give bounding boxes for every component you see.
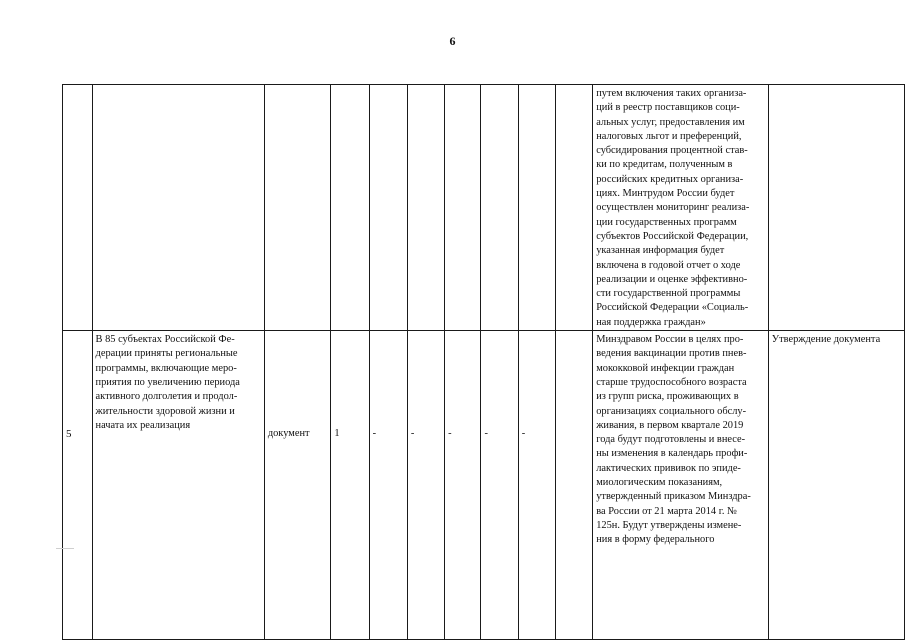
measures-text: Минздравом России в целях про- ведения вакцинации против пнев- мококковой инфекции граждан старше трудоспособного возраста из групп риска, проживающих в организациях социального обслу- живания, в первом квартале 2019 года будут подготовлены и внесе- ны изменения в календарь профи- лактических прививок по эпиде- миологическим показаниям, утвержденный приказом Минздра- ва России от 21 марта 2014 г. № 125н. Будут утверждены измене- ния в форму федерального — [596, 334, 751, 546]
cell-number — [63, 85, 93, 331]
cell-year-4 — [481, 85, 518, 331]
cell-year-5 — [518, 85, 555, 331]
cell-year-1 — [369, 85, 407, 331]
cell-control: Утверждение документа — [768, 331, 904, 640]
cell-type: документ — [264, 331, 331, 640]
cell-type — [264, 85, 331, 331]
cell-year-6 — [556, 331, 593, 640]
cell-year-5: - — [518, 331, 555, 640]
cell-year-3 — [445, 85, 481, 331]
cell-control — [768, 85, 904, 331]
document-table — [62, 84, 905, 640]
scan-mark — [56, 548, 74, 549]
cell-measures — [593, 331, 769, 640]
cell-year-2 — [407, 85, 444, 331]
cell-year-3: - — [445, 331, 481, 640]
result-text: В 85 субъектах Российской Фе- дерации приняты региональные программы, включающие меро- приятия по увеличению периода активного долголетия и продол- жительности здоровой жизни и начата их реализация — [95, 334, 240, 431]
measures-text: путем включения таких организа- ций в реестр поставщиков соци- альных услуг, предоставления им налоговых льгот и преференций, субсидирования процентной став- ки по кредитам, полученным в российских кредитных организа- циях. Минтрудом России будет осуществлен мониторинг реализа- ции государственных программ субъектов Российской Федерации, указанная информация будет включена в годовой отчет о ходе реализации и оценке эффективно- сти государственной программы Российской Федерации «Социаль- ная поддержка граждан» — [596, 88, 750, 328]
cell-base — [331, 85, 369, 331]
table-row-5 — [63, 331, 905, 640]
cell-result — [92, 85, 264, 331]
cell-year-4: - — [481, 331, 518, 640]
cell-year-6 — [556, 85, 593, 331]
cell-base: 1 — [331, 331, 369, 640]
cell-measures — [593, 85, 769, 331]
cell-year-2: - — [407, 331, 444, 640]
cell-result — [92, 331, 264, 640]
page-number: 6 — [449, 34, 456, 48]
cell-year-1: - — [369, 331, 407, 640]
table-row-continuation — [63, 85, 905, 331]
cell-number: 5 — [63, 331, 93, 640]
